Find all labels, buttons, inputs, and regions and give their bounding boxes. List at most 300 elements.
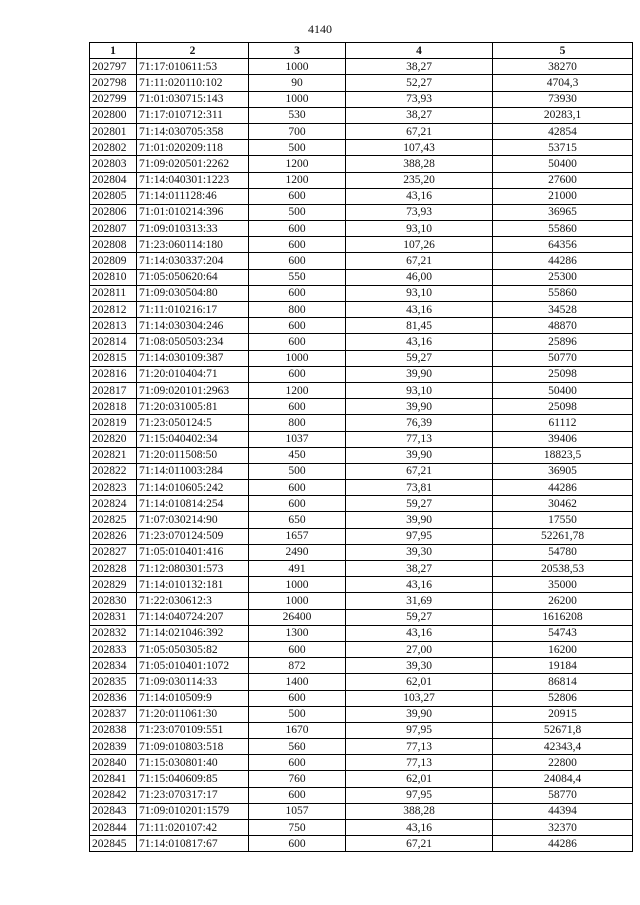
- cadastral-number-cell: 71:01:020209:118: [137, 140, 249, 156]
- total-cell: 4704,3: [493, 75, 633, 91]
- table-row: [90, 690, 633, 706]
- row-id-cell: 202798: [90, 75, 137, 91]
- area-cell: 800: [249, 302, 346, 318]
- total-cell: 21000: [493, 188, 633, 204]
- row-id-cell: 202805: [90, 188, 137, 204]
- row-id-cell: 202830: [90, 593, 137, 609]
- cadastral-number-cell: 71:14:030109:387: [137, 350, 249, 366]
- table-row: [90, 399, 633, 415]
- total-cell: 44286: [493, 480, 633, 496]
- table-row: [90, 706, 633, 722]
- table-row: [90, 739, 633, 755]
- cadastral-number-cell: 71:20:010404:71: [137, 366, 249, 382]
- area-cell: 90: [249, 75, 346, 91]
- row-id-cell: 202829: [90, 577, 137, 593]
- total-cell: 30462: [493, 496, 633, 512]
- row-id-cell: 202827: [90, 544, 137, 560]
- row-id-cell: 202814: [90, 334, 137, 350]
- row-id-cell: 202816: [90, 366, 137, 382]
- rate-cell: 73,93: [346, 91, 493, 107]
- row-id-cell: 202834: [90, 658, 137, 674]
- area-cell: 1200: [249, 382, 346, 398]
- table-row: [90, 528, 633, 544]
- total-cell: 52671,8: [493, 722, 633, 738]
- area-cell: 600: [249, 237, 346, 253]
- area-cell: 650: [249, 512, 346, 528]
- cadastral-number-cell: 71:17:010611:53: [137, 59, 249, 75]
- cadastral-number-cell: 71:09:010201:1579: [137, 803, 249, 819]
- cadastral-number-cell: 71:23:070109:551: [137, 722, 249, 738]
- area-cell: 1000: [249, 59, 346, 75]
- table-row: [90, 544, 633, 560]
- row-id-cell: 202825: [90, 512, 137, 528]
- rate-cell: 43,16: [346, 577, 493, 593]
- rate-cell: 77,13: [346, 431, 493, 447]
- table-row: [90, 820, 633, 836]
- total-cell: 27600: [493, 172, 633, 188]
- total-cell: 52806: [493, 690, 633, 706]
- table-row: [90, 755, 633, 771]
- cadastral-number-cell: 71:11:020107:42: [137, 820, 249, 836]
- row-id-cell: 202801: [90, 123, 137, 139]
- rate-cell: 39,30: [346, 544, 493, 560]
- area-cell: 600: [249, 334, 346, 350]
- rate-cell: 59,27: [346, 350, 493, 366]
- cadastral-number-cell: 71:23:050124:5: [137, 415, 249, 431]
- area-cell: 1000: [249, 577, 346, 593]
- cadastral-number-cell: 71:01:030715:143: [137, 91, 249, 107]
- rate-cell: 43,16: [346, 625, 493, 641]
- cadastral-number-cell: 71:05:010401:416: [137, 544, 249, 560]
- table-row: [90, 415, 633, 431]
- area-cell: 600: [249, 690, 346, 706]
- row-id-cell: 202800: [90, 107, 137, 123]
- cadastral-number-cell: 71:05:050305:82: [137, 641, 249, 657]
- total-cell: 25300: [493, 269, 633, 285]
- table-row: [90, 658, 633, 674]
- total-cell: 20915: [493, 706, 633, 722]
- rate-cell: 388,28: [346, 156, 493, 172]
- cadastral-number-cell: 71:15:040402:34: [137, 431, 249, 447]
- total-cell: 42343,4: [493, 739, 633, 755]
- total-cell: 32370: [493, 820, 633, 836]
- cadastral-number-cell: 71:15:030801:40: [137, 755, 249, 771]
- row-id-cell: 202810: [90, 269, 137, 285]
- rate-cell: 43,16: [346, 820, 493, 836]
- row-id-cell: 202843: [90, 803, 137, 819]
- table-row: [90, 463, 633, 479]
- cadastral-number-cell: 71:01:010214:396: [137, 204, 249, 220]
- row-id-cell: 202804: [90, 172, 137, 188]
- total-cell: 36965: [493, 204, 633, 220]
- area-cell: 2490: [249, 544, 346, 560]
- total-cell: 50770: [493, 350, 633, 366]
- rate-cell: 39,90: [346, 366, 493, 382]
- total-cell: 25896: [493, 334, 633, 350]
- total-cell: 44286: [493, 253, 633, 269]
- row-id-cell: 202797: [90, 59, 137, 75]
- table-row: [90, 285, 633, 301]
- total-cell: 24084,4: [493, 771, 633, 787]
- cadastral-number-cell: 71:12:080301:573: [137, 561, 249, 577]
- rate-cell: 67,21: [346, 123, 493, 139]
- area-cell: 600: [249, 285, 346, 301]
- area-cell: 1200: [249, 172, 346, 188]
- total-cell: 1616208: [493, 609, 633, 625]
- rate-cell: 67,21: [346, 253, 493, 269]
- area-cell: 800: [249, 415, 346, 431]
- total-cell: 48870: [493, 318, 633, 334]
- area-cell: 491: [249, 561, 346, 577]
- table-row: [90, 91, 633, 107]
- area-cell: 600: [249, 318, 346, 334]
- total-cell: 22800: [493, 755, 633, 771]
- cadastral-number-cell: 71:23:060114:180: [137, 237, 249, 253]
- cadastral-number-cell: 71:09:030114:33: [137, 674, 249, 690]
- table-row: [90, 803, 633, 819]
- area-cell: 600: [249, 399, 346, 415]
- row-id-cell: 202809: [90, 253, 137, 269]
- cadastral-number-cell: 71:05:010401:1072: [137, 658, 249, 674]
- rate-cell: 62,01: [346, 771, 493, 787]
- rate-cell: 39,90: [346, 447, 493, 463]
- rate-cell: 67,21: [346, 836, 493, 852]
- column-header-4: 4: [346, 43, 493, 59]
- total-cell: 34528: [493, 302, 633, 318]
- cadastral-number-cell: 71:14:010817:67: [137, 836, 249, 852]
- row-id-cell: 202817: [90, 382, 137, 398]
- row-id-cell: 202831: [90, 609, 137, 625]
- table-row: [90, 107, 633, 123]
- area-cell: 500: [249, 140, 346, 156]
- table-row: [90, 366, 633, 382]
- row-id-cell: 202823: [90, 480, 137, 496]
- rate-cell: 77,13: [346, 739, 493, 755]
- row-id-cell: 202803: [90, 156, 137, 172]
- cadastral-number-cell: 71:14:010509:9: [137, 690, 249, 706]
- table-row: [90, 674, 633, 690]
- table-row: [90, 512, 633, 528]
- area-cell: 560: [249, 739, 346, 755]
- column-header-2: 2: [137, 43, 249, 59]
- row-id-cell: 202833: [90, 641, 137, 657]
- total-cell: 58770: [493, 787, 633, 803]
- table-row: [90, 641, 633, 657]
- rate-cell: 97,95: [346, 787, 493, 803]
- table-row: [90, 318, 633, 334]
- rate-cell: 107,43: [346, 140, 493, 156]
- total-cell: 55860: [493, 221, 633, 237]
- total-cell: 26200: [493, 593, 633, 609]
- row-id-cell: 202819: [90, 415, 137, 431]
- area-cell: 1000: [249, 593, 346, 609]
- cadastral-number-cell: 71:05:050620:64: [137, 269, 249, 285]
- cadastral-number-cell: 71:14:010814:254: [137, 496, 249, 512]
- column-header-1: 1: [90, 43, 137, 59]
- table-row: [90, 156, 633, 172]
- table-row: [90, 123, 633, 139]
- rate-cell: 43,16: [346, 302, 493, 318]
- cadastral-number-cell: 71:08:050503:234: [137, 334, 249, 350]
- total-cell: 42854: [493, 123, 633, 139]
- row-id-cell: 202808: [90, 237, 137, 253]
- cadastral-number-cell: 71:14:010132:181: [137, 577, 249, 593]
- area-cell: 500: [249, 706, 346, 722]
- total-cell: 53715: [493, 140, 633, 156]
- page-number: 4140: [308, 22, 332, 36]
- row-id-cell: 202826: [90, 528, 137, 544]
- rate-cell: 38,27: [346, 59, 493, 75]
- table-body: [90, 59, 633, 852]
- column-header-5: 5: [493, 43, 633, 59]
- total-cell: 61112: [493, 415, 633, 431]
- row-id-cell: 202815: [90, 350, 137, 366]
- rate-cell: 38,27: [346, 107, 493, 123]
- row-id-cell: 202812: [90, 302, 137, 318]
- table-row: [90, 302, 633, 318]
- area-cell: 600: [249, 366, 346, 382]
- area-cell: 500: [249, 463, 346, 479]
- total-cell: 38270: [493, 59, 633, 75]
- table-row: [90, 577, 633, 593]
- cadastral-number-cell: 71:09:020501:2262: [137, 156, 249, 172]
- rate-cell: 31,69: [346, 593, 493, 609]
- area-cell: 26400: [249, 609, 346, 625]
- cadastral-number-cell: 71:20:011061:30: [137, 706, 249, 722]
- table-row: [90, 350, 633, 366]
- total-cell: 55860: [493, 285, 633, 301]
- cadastral-number-cell: 71:14:011003:284: [137, 463, 249, 479]
- table-row: [90, 334, 633, 350]
- rate-cell: 39,90: [346, 399, 493, 415]
- area-cell: 530: [249, 107, 346, 123]
- area-cell: 600: [249, 641, 346, 657]
- rate-cell: 93,10: [346, 221, 493, 237]
- table-row: [90, 593, 633, 609]
- rate-cell: 39,90: [346, 706, 493, 722]
- rate-cell: 39,90: [346, 512, 493, 528]
- row-id-cell: 202835: [90, 674, 137, 690]
- row-id-cell: 202802: [90, 140, 137, 156]
- rate-cell: 73,81: [346, 480, 493, 496]
- total-cell: 20538,53: [493, 561, 633, 577]
- cadastral-number-cell: 71:14:021046:392: [137, 625, 249, 641]
- total-cell: 64356: [493, 237, 633, 253]
- area-cell: 1400: [249, 674, 346, 690]
- rate-cell: 52,27: [346, 75, 493, 91]
- table-row: [90, 609, 633, 625]
- table-row: [90, 221, 633, 237]
- rate-cell: 103,27: [346, 690, 493, 706]
- row-id-cell: 202824: [90, 496, 137, 512]
- rate-cell: 107,26: [346, 237, 493, 253]
- rate-cell: 39,30: [346, 658, 493, 674]
- area-cell: 760: [249, 771, 346, 787]
- cadastral-number-cell: 71:09:010803:518: [137, 739, 249, 755]
- total-cell: 50400: [493, 382, 633, 398]
- area-cell: 600: [249, 253, 346, 269]
- area-cell: 1057: [249, 803, 346, 819]
- row-id-cell: 202838: [90, 722, 137, 738]
- area-cell: 600: [249, 221, 346, 237]
- data-table: [89, 42, 633, 852]
- cadastral-number-cell: 71:15:040609:85: [137, 771, 249, 787]
- total-cell: 16200: [493, 641, 633, 657]
- rate-cell: 67,21: [346, 463, 493, 479]
- row-id-cell: 202828: [90, 561, 137, 577]
- row-id-cell: 202813: [90, 318, 137, 334]
- area-cell: 600: [249, 480, 346, 496]
- table-row: [90, 172, 633, 188]
- rate-cell: 59,27: [346, 496, 493, 512]
- cadastral-number-cell: 71:09:010313:33: [137, 221, 249, 237]
- table-row: [90, 253, 633, 269]
- row-id-cell: 202832: [90, 625, 137, 641]
- row-id-cell: 202844: [90, 820, 137, 836]
- cadastral-number-cell: 71:11:020110:102: [137, 75, 249, 91]
- cadastral-number-cell: 71:23:070317:17: [137, 787, 249, 803]
- cadastral-number-cell: 71:09:030504:80: [137, 285, 249, 301]
- area-cell: 1300: [249, 625, 346, 641]
- rate-cell: 46,00: [346, 269, 493, 285]
- row-id-cell: 202811: [90, 285, 137, 301]
- rate-cell: 76,39: [346, 415, 493, 431]
- cadastral-number-cell: 71:20:031005:81: [137, 399, 249, 415]
- table-row: [90, 771, 633, 787]
- row-id-cell: 202822: [90, 463, 137, 479]
- rate-cell: 27,00: [346, 641, 493, 657]
- cadastral-number-cell: 71:14:030337:204: [137, 253, 249, 269]
- table-row: [90, 59, 633, 75]
- table-row: [90, 269, 633, 285]
- rate-cell: 93,10: [346, 382, 493, 398]
- table-row: [90, 237, 633, 253]
- total-cell: 54743: [493, 625, 633, 641]
- row-id-cell: 202820: [90, 431, 137, 447]
- area-cell: 1670: [249, 722, 346, 738]
- total-cell: 19184: [493, 658, 633, 674]
- total-cell: 44286: [493, 836, 633, 852]
- rate-cell: 77,13: [346, 755, 493, 771]
- rate-cell: 388,28: [346, 803, 493, 819]
- cadastral-number-cell: 71:23:070124:509: [137, 528, 249, 544]
- total-cell: 86814: [493, 674, 633, 690]
- row-id-cell: 202799: [90, 91, 137, 107]
- area-cell: 550: [249, 269, 346, 285]
- row-id-cell: 202841: [90, 771, 137, 787]
- area-cell: 700: [249, 123, 346, 139]
- total-cell: 25098: [493, 399, 633, 415]
- table-row: [90, 75, 633, 91]
- row-id-cell: 202840: [90, 755, 137, 771]
- area-cell: 1000: [249, 91, 346, 107]
- table-row: [90, 204, 633, 220]
- total-cell: 39406: [493, 431, 633, 447]
- total-cell: 54780: [493, 544, 633, 560]
- total-cell: 17550: [493, 512, 633, 528]
- row-id-cell: 202845: [90, 836, 137, 852]
- total-cell: 52261,78: [493, 528, 633, 544]
- area-cell: 600: [249, 787, 346, 803]
- rate-cell: 59,27: [346, 609, 493, 625]
- table-row: [90, 431, 633, 447]
- cadastral-number-cell: 71:11:010216:17: [137, 302, 249, 318]
- rate-cell: 235,20: [346, 172, 493, 188]
- cadastral-number-cell: 71:07:030214:90: [137, 512, 249, 528]
- row-id-cell: 202837: [90, 706, 137, 722]
- table-row: [90, 382, 633, 398]
- rate-cell: 73,93: [346, 204, 493, 220]
- total-cell: 36905: [493, 463, 633, 479]
- cadastral-number-cell: 71:22:030612:3: [137, 593, 249, 609]
- total-cell: 18823,5: [493, 447, 633, 463]
- rate-cell: 93,10: [346, 285, 493, 301]
- cadastral-number-cell: 71:17:010712:311: [137, 107, 249, 123]
- total-cell: 44394: [493, 803, 633, 819]
- table-row: [90, 480, 633, 496]
- cadastral-number-cell: 71:14:040724:207: [137, 609, 249, 625]
- table-row: [90, 722, 633, 738]
- total-cell: 35000: [493, 577, 633, 593]
- row-id-cell: 202821: [90, 447, 137, 463]
- cadastral-number-cell: 71:09:020101:2963: [137, 382, 249, 398]
- total-cell: 25098: [493, 366, 633, 382]
- area-cell: 600: [249, 188, 346, 204]
- total-cell: 50400: [493, 156, 633, 172]
- table-row: [90, 496, 633, 512]
- row-id-cell: 202818: [90, 399, 137, 415]
- cadastral-number-cell: 71:20:011508:50: [137, 447, 249, 463]
- table-row: [90, 188, 633, 204]
- area-cell: 450: [249, 447, 346, 463]
- rate-cell: 38,27: [346, 561, 493, 577]
- row-id-cell: 202842: [90, 787, 137, 803]
- table-row: [90, 140, 633, 156]
- column-header-3: 3: [249, 43, 346, 59]
- table-row: [90, 561, 633, 577]
- total-cell: 20283,1: [493, 107, 633, 123]
- header-row: [90, 43, 633, 59]
- area-cell: 1000: [249, 350, 346, 366]
- cadastral-number-cell: 71:14:011128:46: [137, 188, 249, 204]
- rate-cell: 43,16: [346, 334, 493, 350]
- row-id-cell: 202836: [90, 690, 137, 706]
- cadastral-number-cell: 71:14:030304:246: [137, 318, 249, 334]
- cadastral-number-cell: 71:14:030705:358: [137, 123, 249, 139]
- area-cell: 600: [249, 836, 346, 852]
- row-id-cell: 202839: [90, 739, 137, 755]
- cadastral-number-cell: 71:14:040301:1223: [137, 172, 249, 188]
- rate-cell: 81,45: [346, 318, 493, 334]
- rate-cell: 43,16: [346, 188, 493, 204]
- area-cell: 600: [249, 496, 346, 512]
- row-id-cell: 202806: [90, 204, 137, 220]
- area-cell: 1657: [249, 528, 346, 544]
- area-cell: 1200: [249, 156, 346, 172]
- area-cell: 872: [249, 658, 346, 674]
- table-row: [90, 836, 633, 852]
- row-id-cell: 202807: [90, 221, 137, 237]
- rate-cell: 97,95: [346, 722, 493, 738]
- table-row: [90, 787, 633, 803]
- area-cell: 1037: [249, 431, 346, 447]
- area-cell: 750: [249, 820, 346, 836]
- rate-cell: 97,95: [346, 528, 493, 544]
- rate-cell: 62,01: [346, 674, 493, 690]
- area-cell: 500: [249, 204, 346, 220]
- total-cell: 73930: [493, 91, 633, 107]
- table-row: [90, 625, 633, 641]
